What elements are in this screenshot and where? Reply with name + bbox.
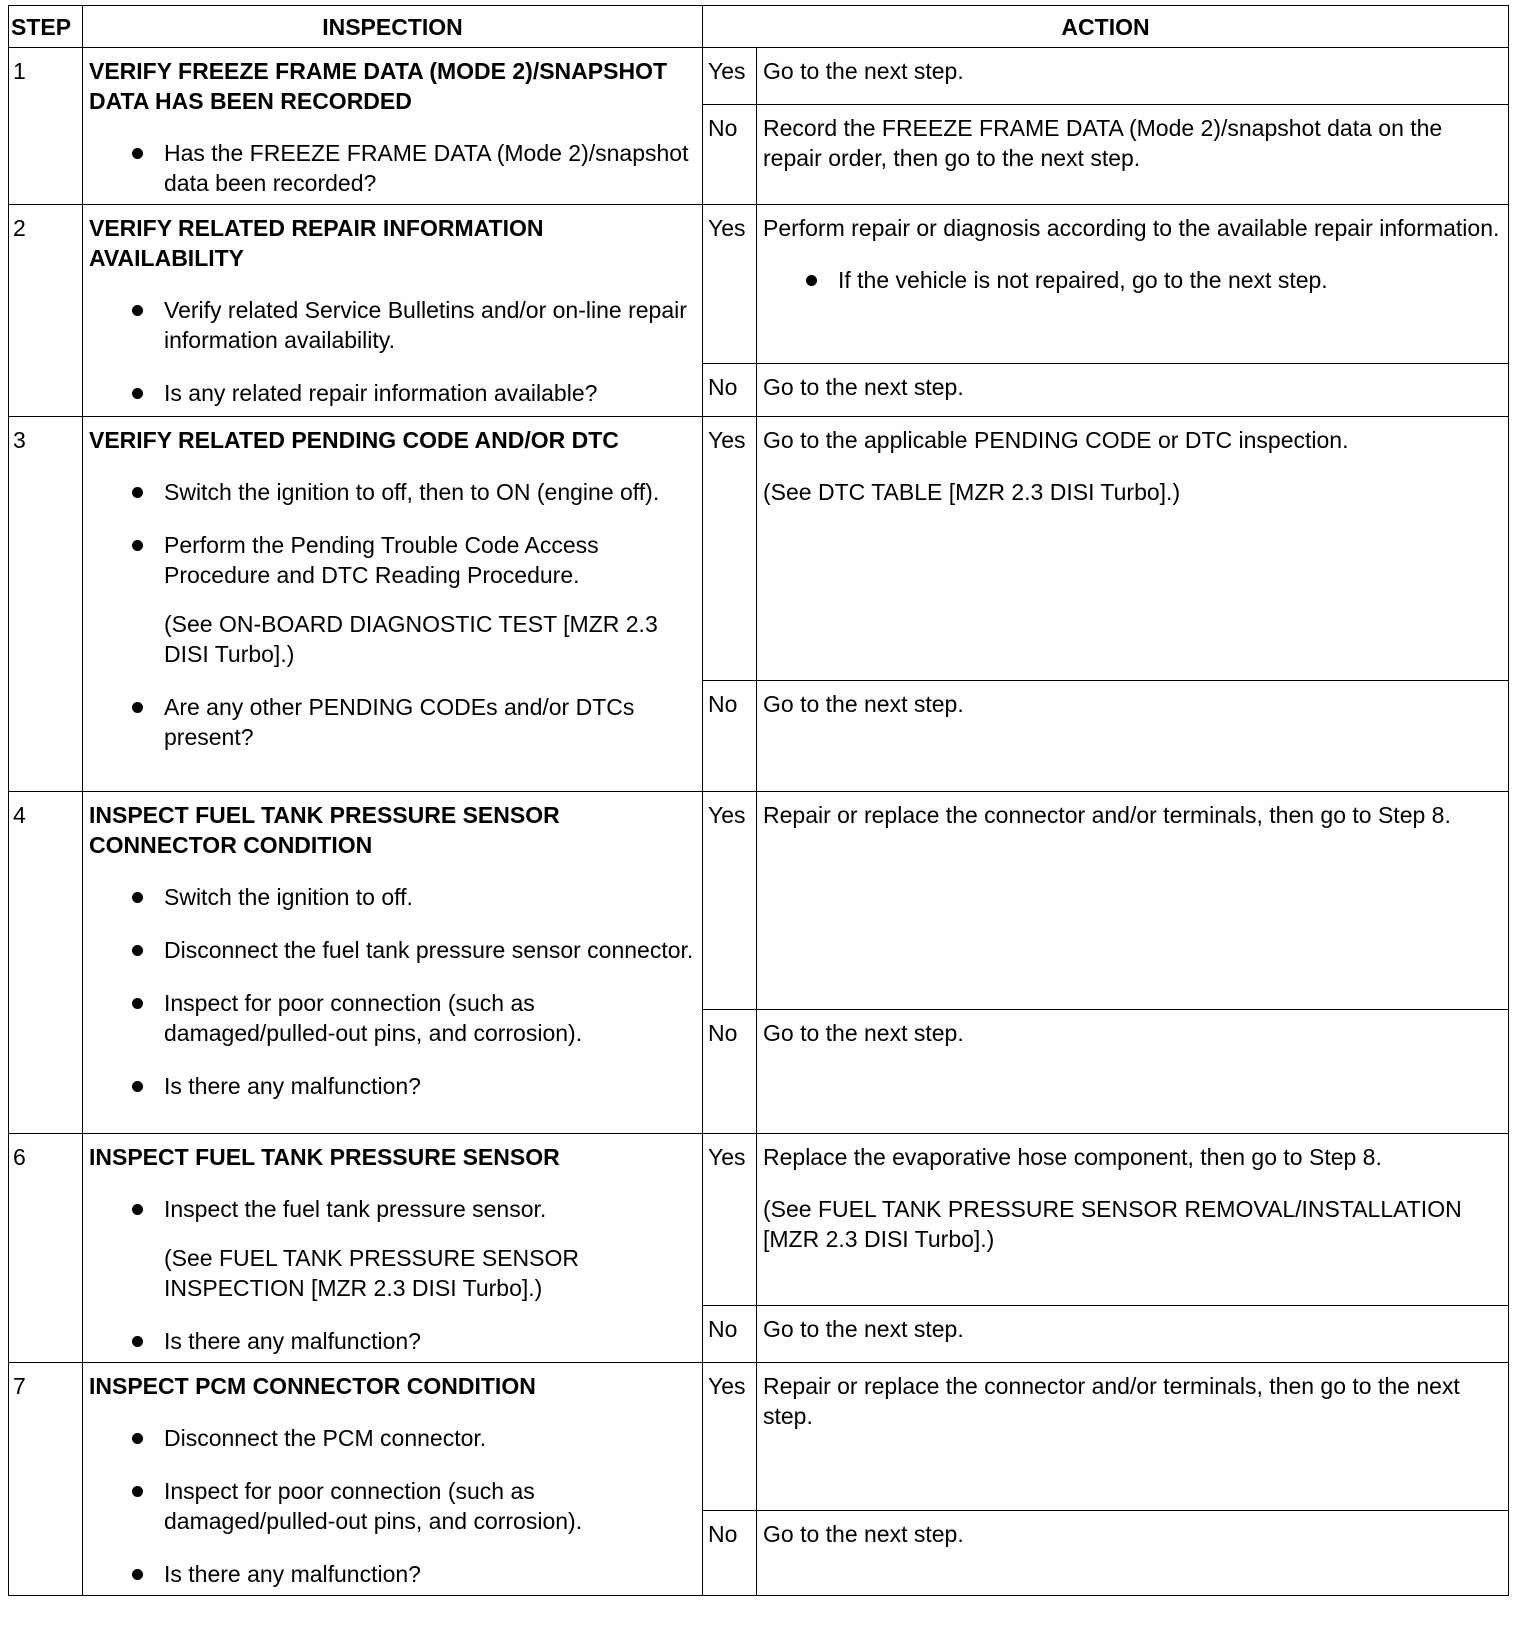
inspection-note: (See ON-BOARD DIAGNOSTIC TEST [MZR 2.3 DISI Turbo].) [164,611,658,667]
inspection-bullet: Is there any malfunction? [89,1071,696,1101]
inspection-bullet: Inspect the fuel tank pressure sensor. [89,1194,696,1224]
inspection-bullet: Disconnect the fuel tank pressure sensor connector. [89,935,696,965]
bullet-icon [132,1569,143,1580]
bullet-icon [132,388,143,399]
no-action: Go to the next step. [757,1305,1509,1362]
inspection-bullet: Switch the ignition to off, then to ON (engine off). [89,477,696,507]
no-label: No [703,1010,757,1134]
bullet-icon [132,540,143,551]
yes-label: Yes [703,48,757,105]
bullet-icon [132,945,143,956]
header-step: STEP [9,6,83,48]
table-row [9,792,1509,1010]
inspection-cell [83,417,703,792]
table-header-row [9,6,1509,48]
inspection-cell [83,1134,703,1363]
inspection-title: INSPECT PCM CONNECTOR CONDITION [89,1373,536,1399]
yes-label: Yes [703,205,757,364]
table-row [9,1134,1509,1306]
header-inspection: INSPECTION [83,6,703,48]
inspection-title: VERIFY RELATED PENDING CODE AND/OR DTC [89,427,619,453]
inspection-bullet: Inspect for poor connection (such as damaged/pulled-out pins, and corrosion). [89,988,696,1048]
yes-action: Go to the next step. [757,48,1509,105]
yes-action-cell [757,417,1509,681]
table-row [9,1363,1509,1511]
step-number: 3 [9,417,83,792]
yes-action: Go to the applicable PENDING CODE or DTC inspection. [763,427,1349,453]
yes-action: Perform repair or diagnosis according to the available repair information. [763,215,1500,241]
yes-action: Repair or replace the connector and/or terminals, then go to Step 8. [757,792,1509,1010]
no-label: No [703,105,757,205]
bullet-icon [132,892,143,903]
inspection-cell [83,205,703,417]
diagnostic-table-wrapper [8,5,1509,1596]
step-number: 2 [9,205,83,417]
no-action: Go to the next step. [757,1511,1509,1596]
inspection-bullet: Perform the Pending Trouble Code Access Procedure and DTC Reading Procedure. [89,530,696,590]
table-row [9,48,1509,105]
bullet-icon [132,1081,143,1092]
no-label: No [703,681,757,792]
inspection-bullet: Has the FREEZE FRAME DATA (Mode 2)/snapshot data been recorded? [89,138,696,198]
inspection-bullet: Is there any malfunction? [89,1559,696,1589]
inspection-title: VERIFY RELATED REPAIR INFORMATION AVAILABILITY [89,215,544,271]
yes-label: Yes [703,1363,757,1511]
no-action: Go to the next step. [757,1010,1509,1134]
yes-note: (See FUEL TANK PRESSURE SENSOR REMOVAL/INSTALLATION [MZR 2.3 DISI Turbo].) [763,1196,1462,1252]
bullet-icon [132,305,143,316]
yes-label: Yes [703,792,757,1010]
inspection-title: INSPECT FUEL TANK PRESSURE SENSOR CONNECTOR CONDITION [89,802,560,858]
bullet-icon [132,1486,143,1497]
inspection-bullet: Disconnect the PCM connector. [89,1423,696,1453]
bullet-icon [132,148,143,159]
table-row [9,205,1509,364]
inspection-bullet: Is any related repair information available? [89,378,696,408]
inspection-bullet: Verify related Service Bulletins and/or on-line repair information availability. [89,295,696,355]
no-label: No [703,1305,757,1362]
bullet-icon [806,275,817,286]
no-label: No [703,364,757,417]
inspection-title: INSPECT FUEL TANK PRESSURE SENSOR [89,1144,560,1170]
inspection-bullet: Switch the ignition to off. [89,882,696,912]
inspection-bullet: Inspect for poor connection (such as damaged/pulled-out pins, and corrosion). [89,1476,696,1536]
bullet-icon [132,1336,143,1347]
action-bullet: If the vehicle is not repaired, go to the next step. [763,265,1502,295]
yes-action-cell [757,205,1509,364]
bullet-icon [132,998,143,1009]
step-number: 4 [9,792,83,1134]
table-row [9,417,1509,681]
yes-action: Replace the evaporative hose component, then go to Step 8. [763,1144,1382,1170]
yes-note: (See DTC TABLE [MZR 2.3 DISI Turbo].) [763,479,1181,505]
inspection-title: VERIFY FREEZE FRAME DATA (MODE 2)/SNAPSHOT DATA HAS BEEN RECORDED [89,58,668,114]
inspection-cell [83,1363,703,1596]
yes-label: Yes [703,1134,757,1306]
step-number: 7 [9,1363,83,1596]
inspection-cell [83,792,703,1134]
step-number: 6 [9,1134,83,1363]
bullet-icon [132,702,143,713]
no-label: No [703,1511,757,1596]
inspection-cell [83,48,703,205]
bullet-icon [132,1204,143,1215]
no-action: Go to the next step. [757,364,1509,417]
header-action: ACTION [703,6,1509,48]
bullet-icon [132,1433,143,1444]
yes-action-cell [757,1134,1509,1306]
yes-label: Yes [703,417,757,681]
diagnostic-procedure-table [8,5,1509,1596]
no-action: Go to the next step. [757,681,1509,792]
inspection-bullet: Is there any malfunction? [89,1326,696,1356]
inspection-note: (See FUEL TANK PRESSURE SENSOR INSPECTION [MZR 2.3 DISI Turbo].) [164,1245,579,1301]
bullet-icon [132,487,143,498]
no-action: Record the FREEZE FRAME DATA (Mode 2)/snapshot data on the repair order, then go to the next step. [757,105,1509,205]
step-number: 1 [9,48,83,205]
yes-action: Repair or replace the connector and/or terminals, then go to the next step. [757,1363,1509,1511]
inspection-bullet: Are any other PENDING CODEs and/or DTCs present? [89,692,696,752]
